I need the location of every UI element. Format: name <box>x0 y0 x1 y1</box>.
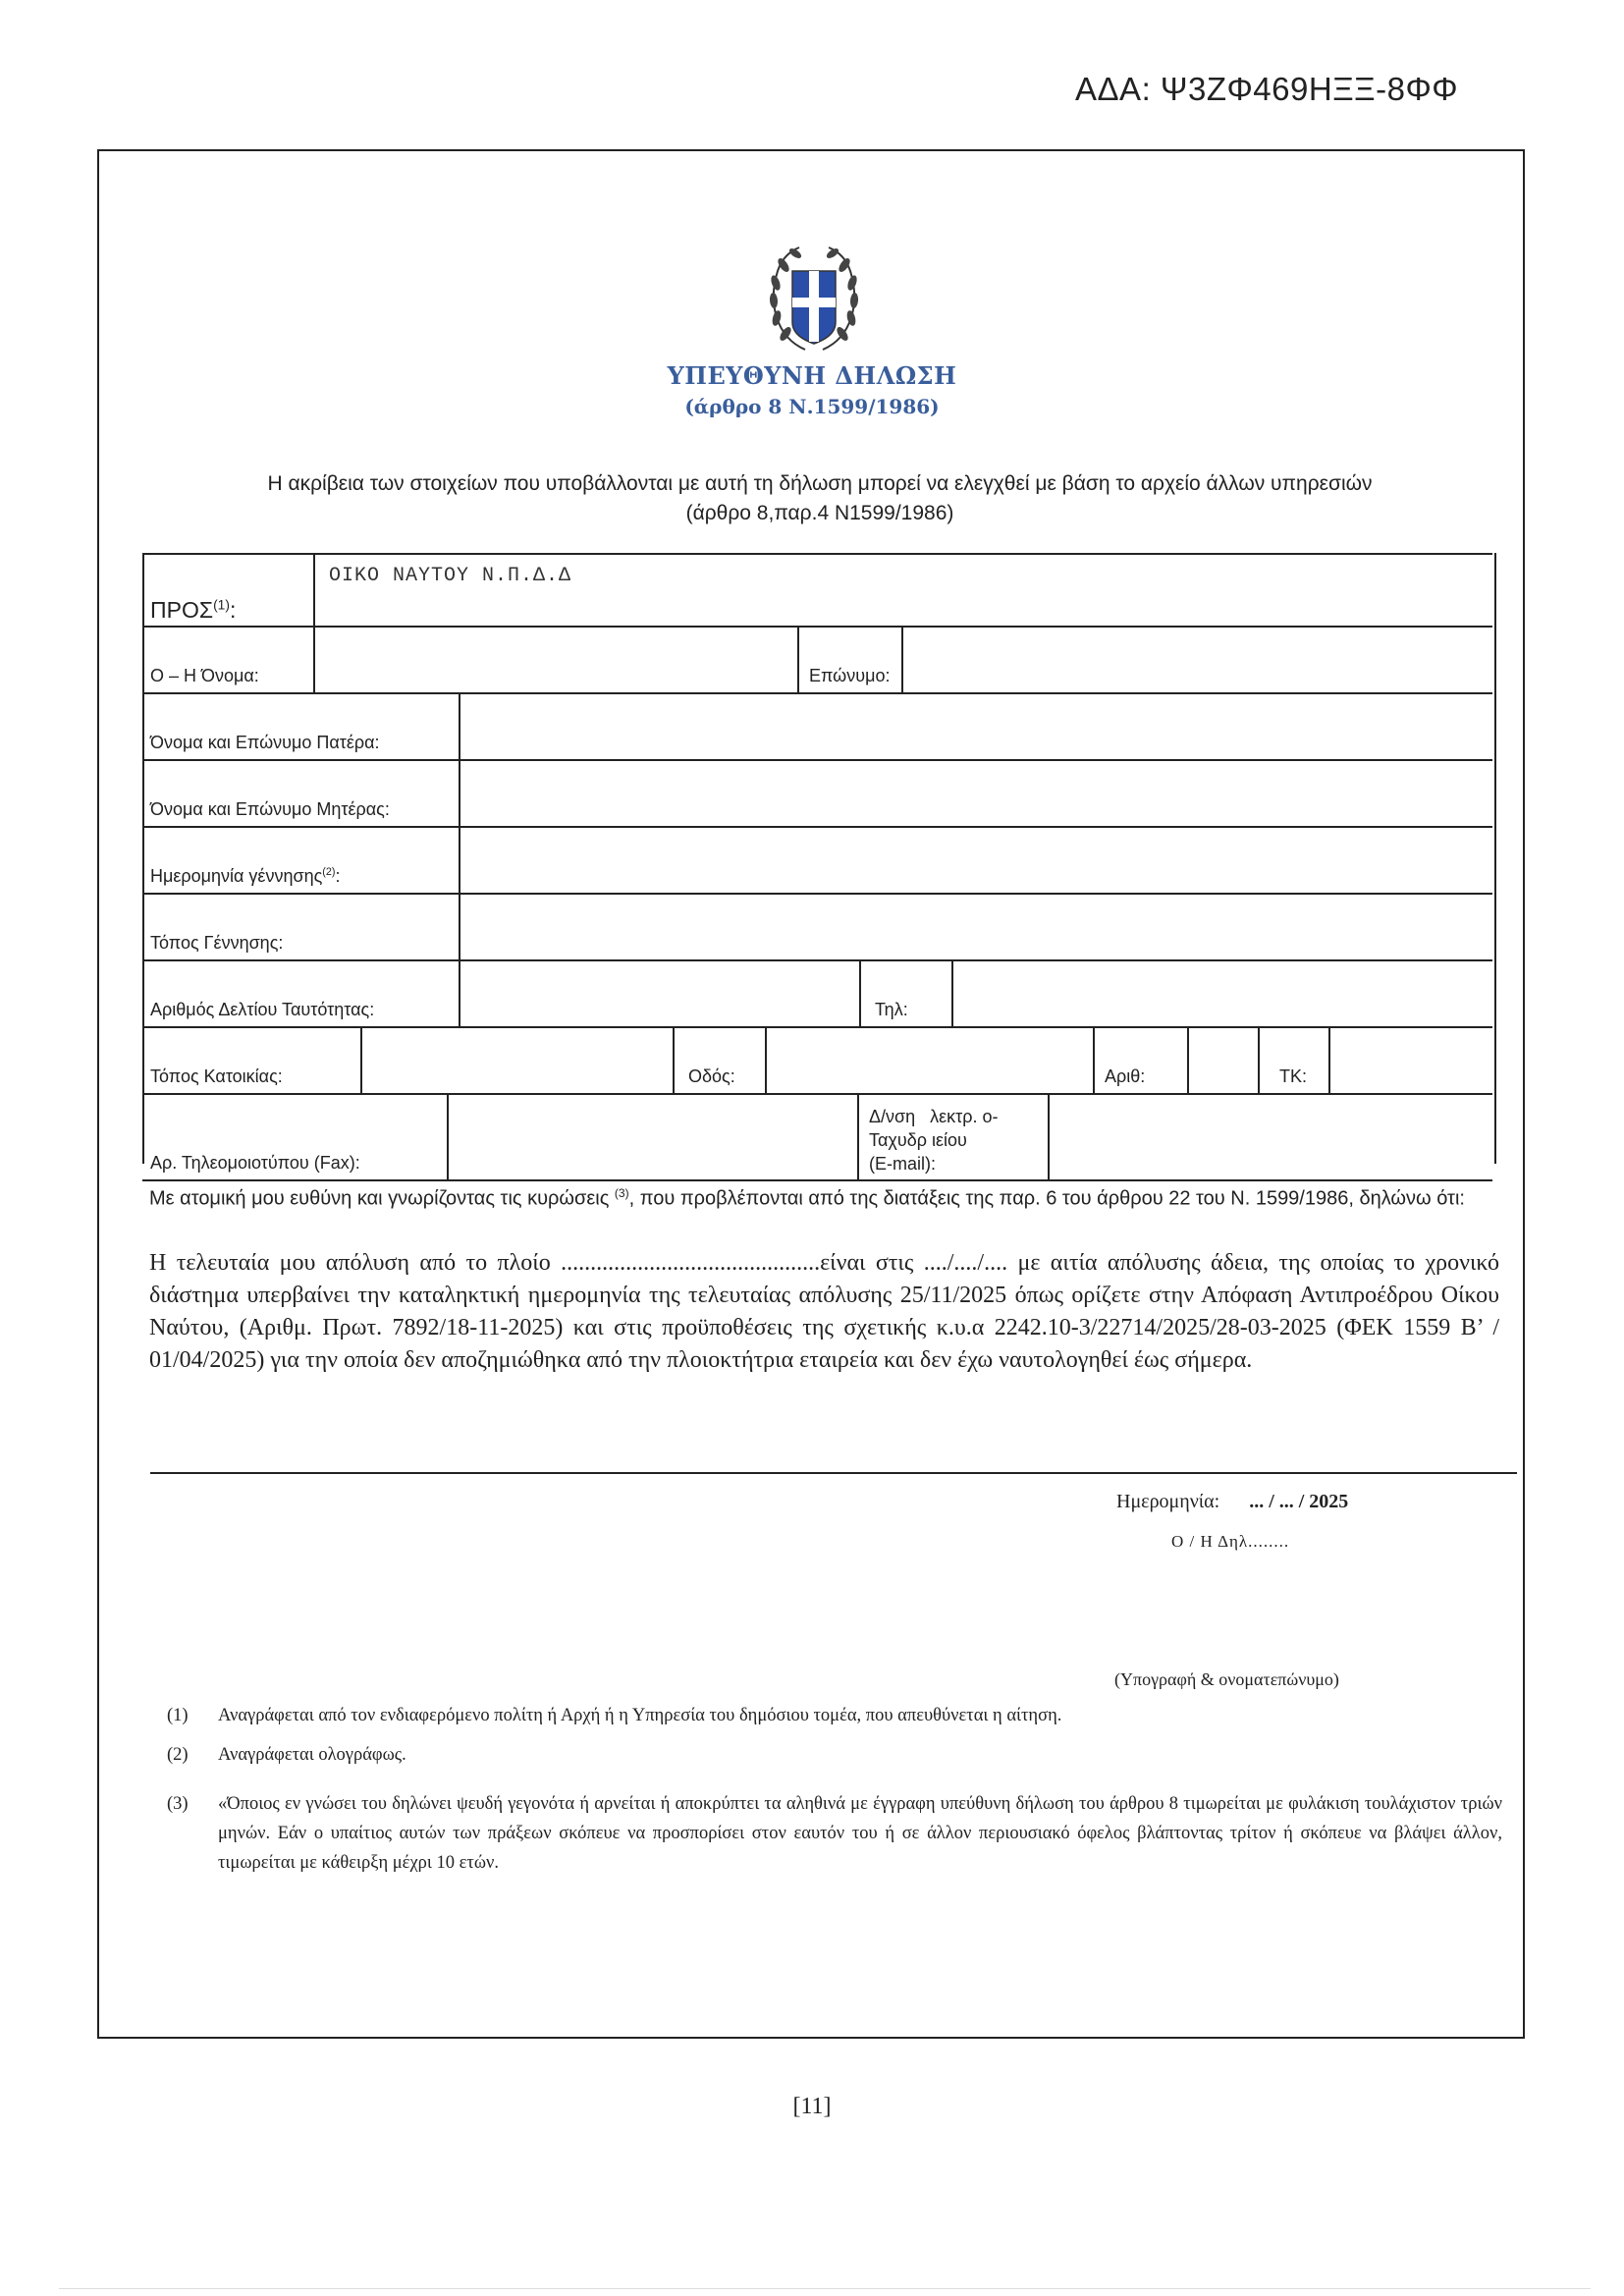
ada-code: ΑΔΑ: Ψ3ΖΦ469ΗΞΞ-8ΦΦ <box>1075 71 1459 107</box>
document-title: ΥΠΕΥΘΥΝΗ ΔΗΛΩΣΗ <box>667 361 957 390</box>
footnote-text: «Όποιος εν γνώσει του δηλώνει ψευδή γεγονότα ή αρνείται ή αποκρύπτει τα αληθινά με έγγραφη υπεύθυνη δήλωση του άρθρου 8 τιμωρείται με φυλάκιση τουλάχιστον τριών μηνών. Εάν ο υπαίτιος αυτών των πράξεων σκόπευε να προσπορίσει στον εαυτόν του ή σε άλλον περιουσιακό όφελος βλάπτοντας τρίτον ή σκόπευε να βλάψει άλλον, τιμωρείται με κάθειρξη μέχρι 10 ετών. <box>218 1794 1502 1873</box>
page-edge <box>59 2288 1591 2289</box>
row-name <box>142 628 1492 694</box>
fax-label: Αρ. Τηλεομοιοτύπου (Fax): <box>150 1153 360 1173</box>
row-birthplace <box>142 895 1492 961</box>
number-label: Αριθ: <box>1105 1066 1146 1086</box>
page-number: [11] <box>792 2094 832 2119</box>
street-label-cell <box>673 1028 765 1093</box>
row-id-phone <box>142 961 1492 1028</box>
birthdate-label: Ημερομηνία γέννησης$^{(2)}$: <box>150 866 341 886</box>
recipient-value: ΟΙΚΟ ΝΑΥΤΟΥ Ν.Π.Δ.Δ <box>329 565 572 587</box>
date-line <box>1116 1491 1348 1513</box>
street-field[interactable] <box>765 1028 1093 1093</box>
row-fax-email <box>142 1095 1492 1181</box>
row-recipient <box>142 553 1492 628</box>
postcode-label: ΤΚ: <box>1279 1066 1308 1086</box>
declaration-intro: Με ατομική μου ευθύνη και γνωρίζοντας τις κυρώσεις $^{(3)}$, που προβλέπονται από της διατάξεις της παρ. 6 του άρθρου 22 του Ν. 1599/1986, δηλώνω ότι: <box>149 1186 1465 1210</box>
mother-field[interactable] <box>459 761 1492 826</box>
surname-label-cell <box>797 628 901 692</box>
intro-line-1: Η ακρίβεια των στοιχείων που υποβάλλονται με αυτή τη δήλωση μπορεί να ελεγχθεί με βάση το αρχείο άλλων υπηρεσιών <box>267 472 1373 495</box>
surname-field[interactable] <box>901 628 1492 692</box>
father-field[interactable] <box>459 694 1492 759</box>
row-father <box>142 694 1492 761</box>
footnote-1 <box>167 1701 1502 1730</box>
footnote-3 <box>167 1789 1502 1878</box>
footnote-text: Αναγράφεται από τον ενδιαφερόμενο πολίτη ή Αρχή ή η Υπηρεσία του δημόσιου τομέα, που απευθύνεται η αίτηση. <box>218 1706 1062 1725</box>
declaration-body: Η τελευταία μου απόλυση από το πλοίο ............................................είναι στις ..../..../.... με αιτία απόλυσης άδεια, της οποίας το χρονικό διάστημα υπερβαίνει την καταληκτική ημερομηνία της τελευταίας απόλυσης 25/11/2025 όπως ορίζετε στην Απόφαση Αντιπροέδρου Οίκου Ναύτου, (Αριθμ. Πρωτ. 7892/18-11-2025) και στις προϋποθέσεις της σχετικής κ.υ.α 2242.10-3/22714/2025/28-03-2025 (ΦΕΚ 1559 Β’ / 01/04/2025) για την οποία δεν αποζημιώθηκα από την πλοιοκτήτρια εταιρεία και δεν έχω ναυτολογηθεί έως σήμερα. <box>149 1250 1499 1373</box>
intro-line-2: (άρθρο 8,παρ.4 Ν1599/1986) <box>685 502 954 524</box>
row-residence <box>142 1028 1492 1095</box>
mother-label: Όνομα και Επώνυμο Μητέρας: <box>150 799 390 819</box>
recipient-label: ΠΡΟΣ$^{(1)}$: <box>150 597 237 623</box>
intro-text <box>167 469 1473 528</box>
id-field[interactable] <box>459 961 859 1026</box>
surname-label: Επώνυμο: <box>809 666 891 685</box>
phone-label: Τηλ: <box>875 1000 908 1019</box>
footnote-number: (3) <box>167 1794 189 1814</box>
footnote-text: Αναγράφεται ολογράφως. <box>218 1745 406 1765</box>
postcode-label-cell <box>1258 1028 1328 1093</box>
residence-label: Τόπος Κατοικίας: <box>150 1066 283 1086</box>
father-label: Όνομα και Επώνυμο Πατέρα: <box>150 733 380 752</box>
divider <box>150 1472 1517 1474</box>
date-label: Ημερομηνία: <box>1116 1491 1220 1512</box>
phone-field[interactable] <box>951 961 1492 1026</box>
document-subtitle: (άρθρο 8 Ν.1599/1986) <box>684 395 940 418</box>
birthplace-field[interactable] <box>459 895 1492 959</box>
row-birthdate <box>142 828 1492 895</box>
residence-field[interactable] <box>360 1028 673 1093</box>
postcode-field[interactable] <box>1328 1028 1492 1093</box>
birthplace-label: Τόπος Γέννησης: <box>150 933 284 953</box>
row-mother <box>142 761 1492 828</box>
number-field[interactable] <box>1187 1028 1258 1093</box>
name-field[interactable] <box>313 628 797 692</box>
email-label-cell <box>857 1095 1048 1179</box>
date-value: ... / ... / 2025 <box>1249 1491 1349 1512</box>
number-label-cell <box>1093 1028 1187 1093</box>
birthdate-field[interactable] <box>459 828 1492 893</box>
footnote-number: (1) <box>167 1706 189 1725</box>
phone-label-cell <box>859 961 951 1026</box>
recipient-field[interactable] <box>313 555 1492 626</box>
name-label: Ο – Η Όνομα: <box>150 666 259 685</box>
footnote-2 <box>167 1740 1502 1770</box>
fax-field[interactable] <box>447 1095 857 1179</box>
declarant-label: Ο / Η Δηλ........ <box>1171 1532 1290 1551</box>
street-label: Οδός: <box>688 1066 735 1086</box>
shield-icon <box>792 271 836 344</box>
signature-label: (Υπογραφή & ονοματεπώνυμο) <box>1114 1669 1339 1689</box>
email-label: Δ/νση λεκτρ. ο- Ταχυδρ ιείου (E-mail): <box>869 1107 999 1174</box>
footnote-number: (2) <box>167 1745 189 1765</box>
id-label: Αριθμός Δελτίου Ταυτότητας: <box>150 1000 375 1019</box>
declaration-form <box>142 553 1492 1181</box>
greek-coat-of-arms-icon <box>766 244 862 357</box>
email-field[interactable] <box>1048 1095 1492 1179</box>
